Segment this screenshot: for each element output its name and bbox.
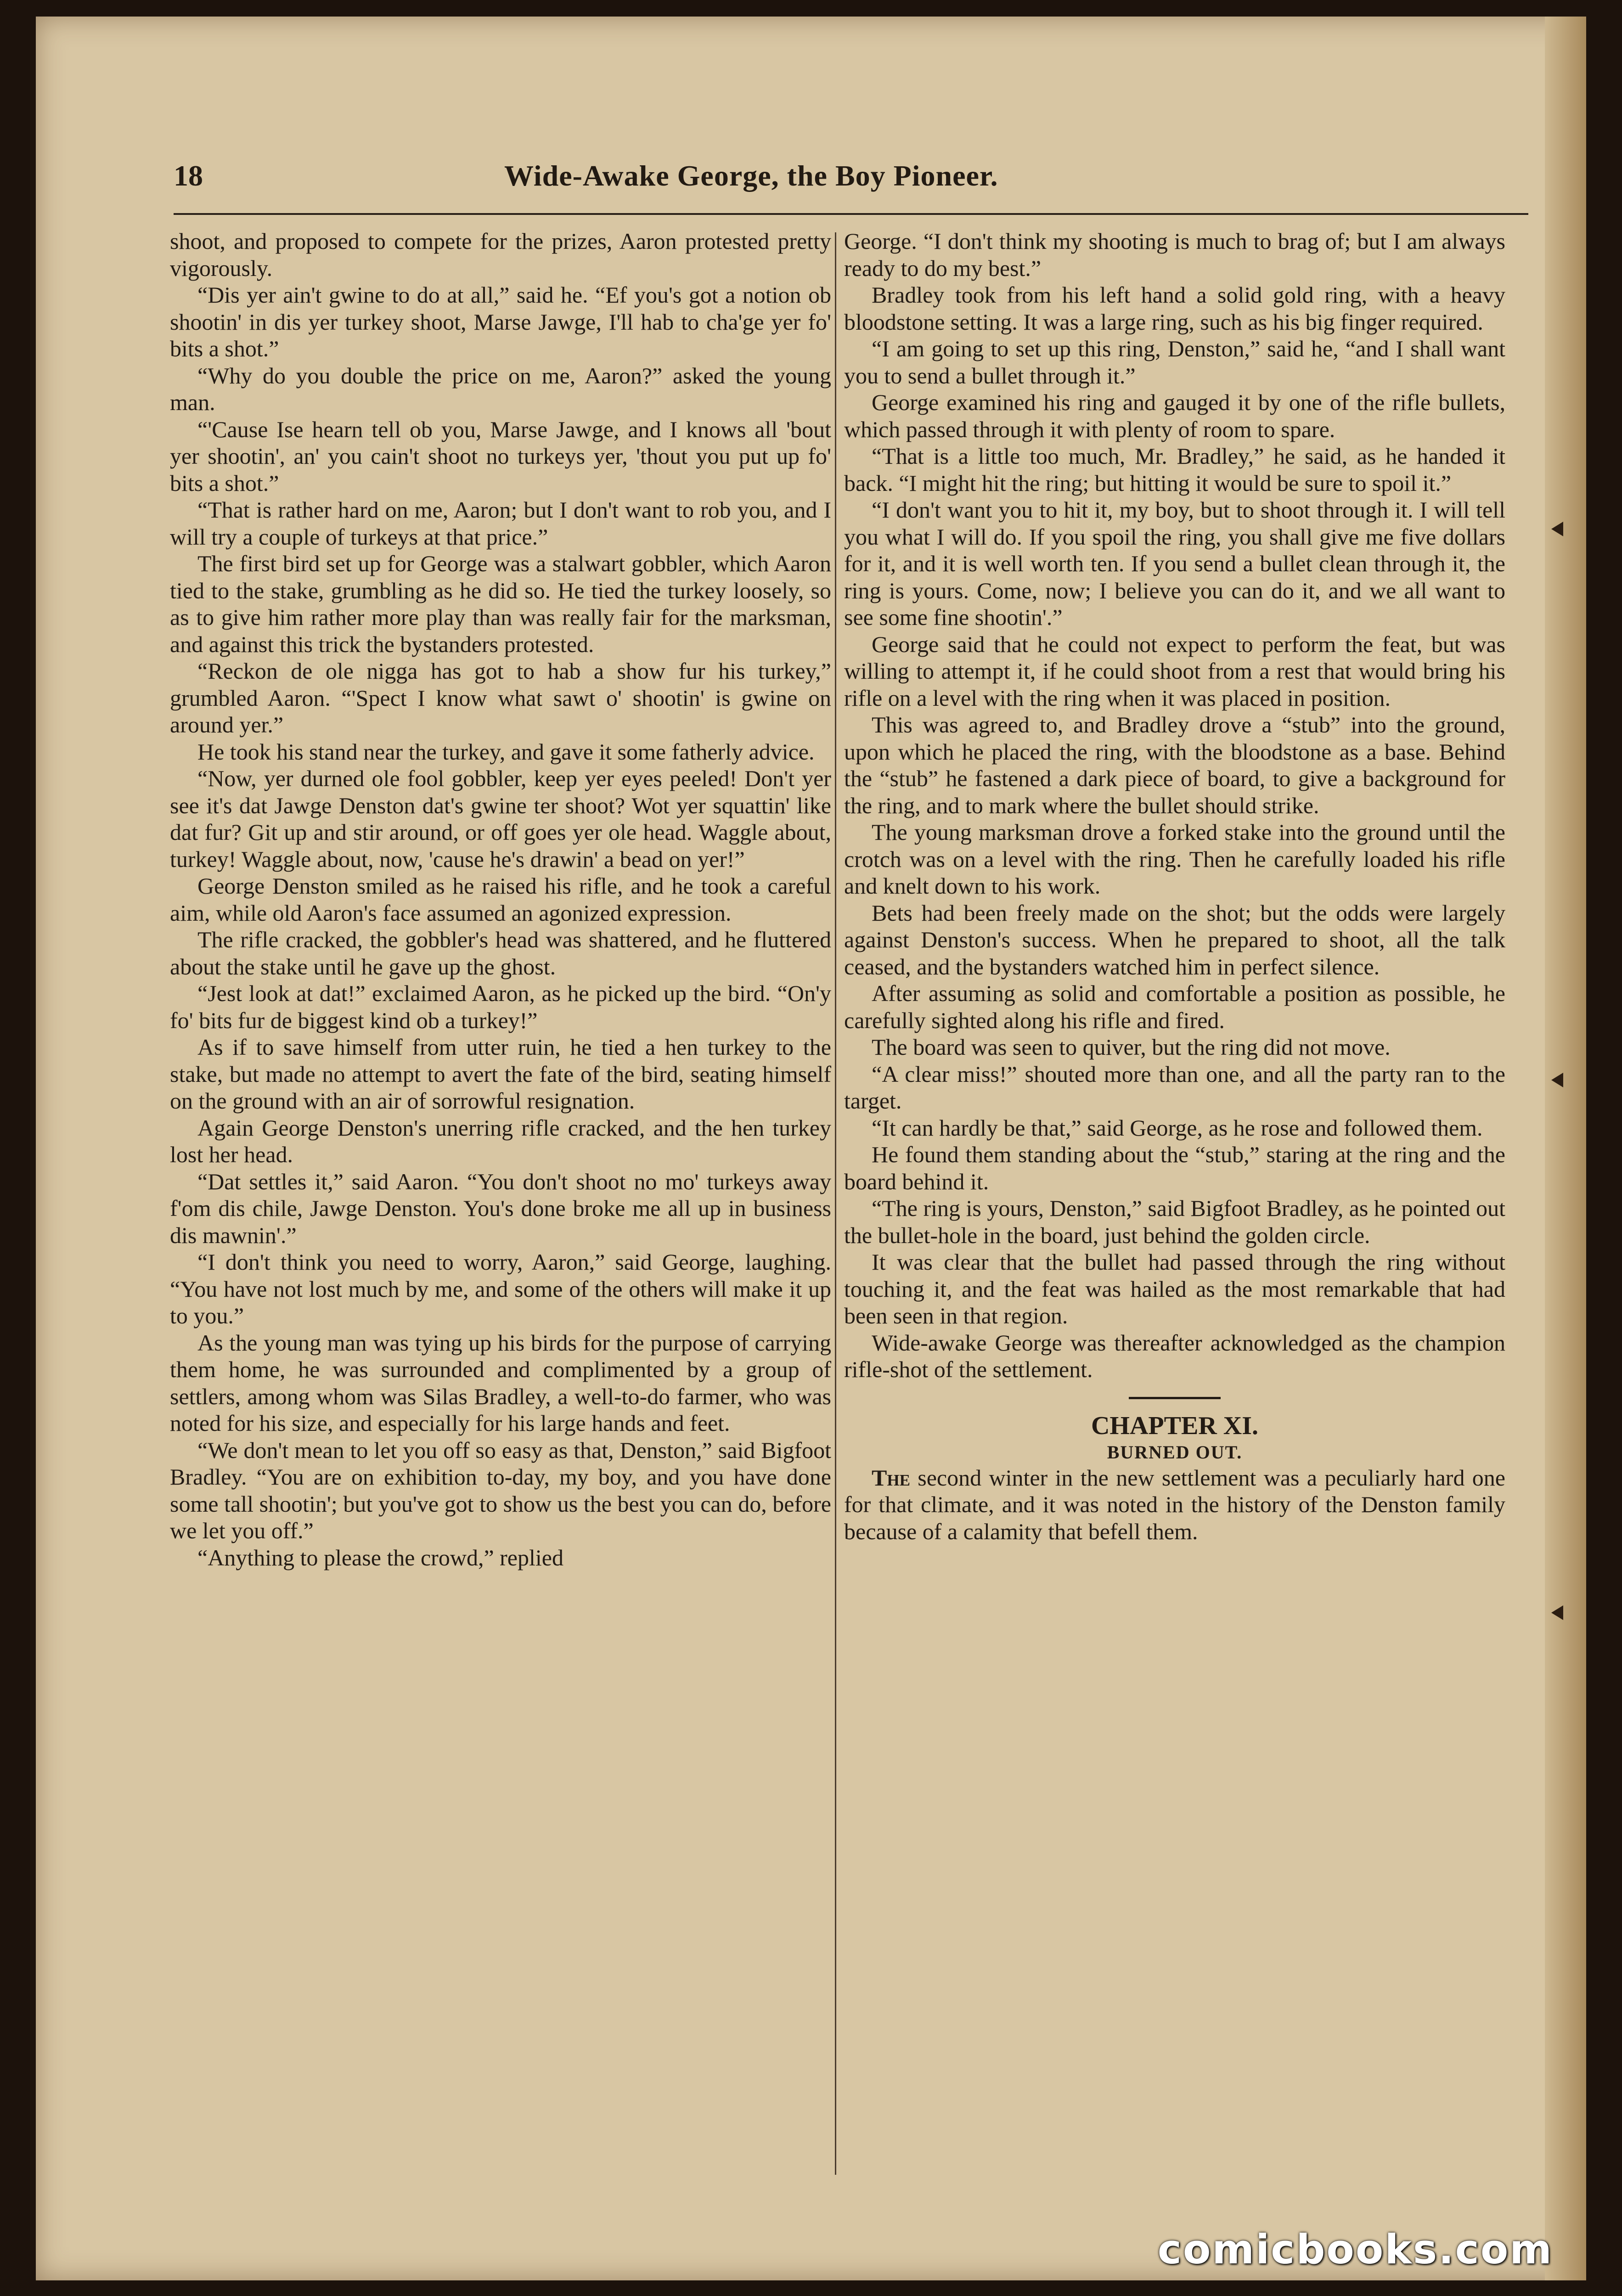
- book-page: [36, 17, 1586, 2280]
- watermark: comicbooks.com: [1157, 2226, 1553, 2273]
- paragraph: “Why do you double the price on me, Aaron?” asked the young man.: [170, 362, 831, 415]
- paragraph: “I don't think you need to worry, Aaron,” said George, laughing. “You have not lost much by me, and some of the others will make it up to you.”: [170, 1249, 831, 1328]
- paragraph: As if to save himself from utter ruin, he tied a hen turkey to the stake, but made no attempt to avert the fate of the bird, seating himself on the ground with an air of sorrowful resignation.: [170, 1034, 831, 1114]
- paragraph: “That is a little too much, Mr. Bradley,” he said, as he handed it back. “I might hit the ring; but hitting it would be sure to spoil it.”: [844, 443, 1505, 496]
- paragraph: shoot, and proposed to compete for the prizes, Aaron protested pretty vigorously.: [170, 228, 831, 281]
- paragraph: He took his stand near the turkey, and gave it some fatherly advice.: [197, 738, 815, 765]
- chapter-subtitle: BURNED OUT.: [1107, 1441, 1243, 1463]
- binding-notch: [1551, 1073, 1563, 1087]
- binding-notch: [1551, 1605, 1563, 1620]
- paragraph: “Now, yer durned ole fool gobbler, keep yer eyes peeled! Don't yer see it's dat Jawge Denston dat's gwine ter shoot? Wot yer squattin' like dat fur? Git up and stir around, or off goes yer ole head. Waggle about, turkey! Waggle about, now, 'cause he's drawin' a bead on yer!”: [170, 765, 831, 872]
- chapter-opening-paragraph: [844, 1464, 1505, 1545]
- paragraph: George said that he could not expect to perform the feat, but was willing to attempt it, if he could shoot from a rest that would bring his rifle on a level with the ring when it was placed in position.: [844, 631, 1505, 711]
- paragraph: “Anything to please the crowd,” replied: [197, 1544, 563, 1570]
- paragraph: “I am going to set up this ring, Denston,” said he, “and I shall want you to send a bullet through it.”: [844, 336, 1505, 388]
- paragraph: “Reckon de ole nigga has got to hab a show fur his turkey,” grumbled Aaron. “'Spect I know what sawt o' shootin' is gwine on around yer.”: [170, 658, 831, 737]
- page-binding-edge: [1545, 17, 1586, 2280]
- paragraph: The board was seen to quiver, but the ring did not move.: [872, 1034, 1391, 1060]
- paragraph: George. “I don't think my shooting is much to brag of; but I am always ready to do my best.”: [844, 228, 1505, 281]
- paragraph: It was clear that the bullet had passed through the ring without touching it, and the feat was hailed as the most remarkable that had been seen in that region.: [844, 1249, 1505, 1328]
- paragraph: The young marksman drove a forked stake into the ground until the crotch was on a level with the ring. Then he carefully loaded his rifle and knelt down to his work.: [844, 819, 1505, 899]
- paragraph: He found them standing about the “stub,” staring at the ring and the board behind it.: [844, 1142, 1505, 1194]
- paragraph: As the young man was tying up his birds for the purpose of carrying them home, he was surrounded and complimented by a group of settlers, among whom was Silas Bradley, a well-to-do farmer, who was noted for his size, and especially for his large hands and feet.: [170, 1329, 831, 1436]
- paragraph: “We don't mean to let you off so easy as that, Denston,” said Bigfoot Bradley. “You are on exhibition to-day, my boy, and you have done some tall shootin'; but you've got to show us the best you can do, before we let you off.”: [170, 1437, 831, 1543]
- chapter-lead-word: The: [872, 1464, 910, 1491]
- right-column: [844, 228, 1505, 1545]
- running-header: [174, 154, 1528, 209]
- chapter-divider-rule: [1129, 1397, 1221, 1399]
- paragraph: “That is rather hard on me, Aaron; but I don't want to rob you, and I will try a couple of turkeys at that price.”: [170, 497, 831, 550]
- paragraph: Wide-awake George was thereafter acknowledged as the champion rifle-shot of the settlement.: [844, 1329, 1505, 1382]
- paragraph: “I don't want you to hit it, my boy, but to shoot through it. I will tell you what I will do. If you spoil the ring, you shall give me five dollars for it, and it is well worth ten. If you send a bullet clean through it, the ring is yours. Come, now; I believe you can do it, and we all want to see some fine shootin'.”: [844, 497, 1505, 630]
- paragraph: George examined his ring and gauged it by one of the rifle bullets, which passed through it with plenty of room to spare.: [844, 389, 1505, 442]
- paragraph: “'Cause Ise hearn tell ob you, Marse Jawge, and I knows all 'bout yer shootin', an' you cain't shoot no turkeys yer, 'thout you put up fo' bits a shot.”: [170, 416, 831, 496]
- binding-notch: [1551, 522, 1563, 536]
- paragraph: “Dat settles it,” said Aaron. “You don't shoot no mo' turkeys away f'om dis chile, Jawge Denston. You's done broke me all up in business dis mawnin'.”: [170, 1168, 831, 1248]
- paragraph: After assuming as solid and comfortable a position as possible, he carefully sighted along his rifle and fired.: [844, 980, 1505, 1033]
- paragraph: Bets had been freely made on the shot; but the odds were largely against Denston's success. When he prepared to shoot, all the talk ceased, and the bystanders watched him in perfect silence.: [844, 900, 1505, 979]
- paragraph: Bradley took from his left hand a solid gold ring, with a heavy bloodstone setting. It was a large ring, such as his big finger required.: [844, 282, 1505, 335]
- paragraph: This was agreed to, and Bradley drove a “stub” into the ground, upon which he placed the ring, with the bloodstone as a base. Behind the “stub” he fastened a dark piece of board, to give a background for the ring, and to mark where the bullet should strike.: [844, 712, 1505, 818]
- page-number: 18: [174, 159, 203, 192]
- paragraph: “A clear miss!” shouted more than one, and all the party ran to the target.: [844, 1061, 1505, 1114]
- paragraph: “Dis yer ain't gwine to do at all,” said he. “Ef you's got a notion ob shootin' in dis yer turkey shoot, Marse Jawge, I'll hab to cha'ge yer fo' bits a shot.”: [170, 282, 831, 361]
- paragraph: The first bird set up for George was a stalwart gobbler, which Aaron tied to the stake, grumbling as he did so. He tied the turkey loosely, so as to give him rather more play than was really fair for the marksman, and against this trick the bystanders protested.: [170, 551, 831, 657]
- paragraph: “It can hardly be that,” said George, as he rose and followed them.: [872, 1114, 1483, 1141]
- running-title: Wide-Awake George, the Boy Pioneer.: [504, 159, 998, 192]
- left-column: [170, 228, 831, 1571]
- column-divider: [835, 232, 836, 2175]
- chapter-body-text: second winter in the new settlement was a peculiarly hard one for that climate, and it was noted in the history of the Denston family because of a calamity that befell them.: [844, 1464, 1505, 1544]
- paragraph: “The ring is yours, Denston,” said Bigfoot Bradley, as he pointed out the bullet-hole in the board, just behind the golden circle.: [844, 1195, 1505, 1248]
- header-rule: [174, 213, 1528, 215]
- paragraph: The rifle cracked, the gobbler's head was shattered, and he fluttered about the stake until he gave up the ghost.: [170, 927, 831, 979]
- paragraph: George Denston smiled as he raised his rifle, and he took a careful aim, while old Aaron's face assumed an agonized expression.: [170, 873, 831, 926]
- paragraph: Again George Denston's unerring rifle cracked, and the hen turkey lost her head.: [170, 1114, 831, 1167]
- paragraph: “Jest look at dat!” exclaimed Aaron, as he picked up the bird. “On'y fo' bits fur de biggest kind ob a turkey!”: [170, 980, 831, 1033]
- chapter-heading: CHAPTER XI.: [1091, 1411, 1259, 1440]
